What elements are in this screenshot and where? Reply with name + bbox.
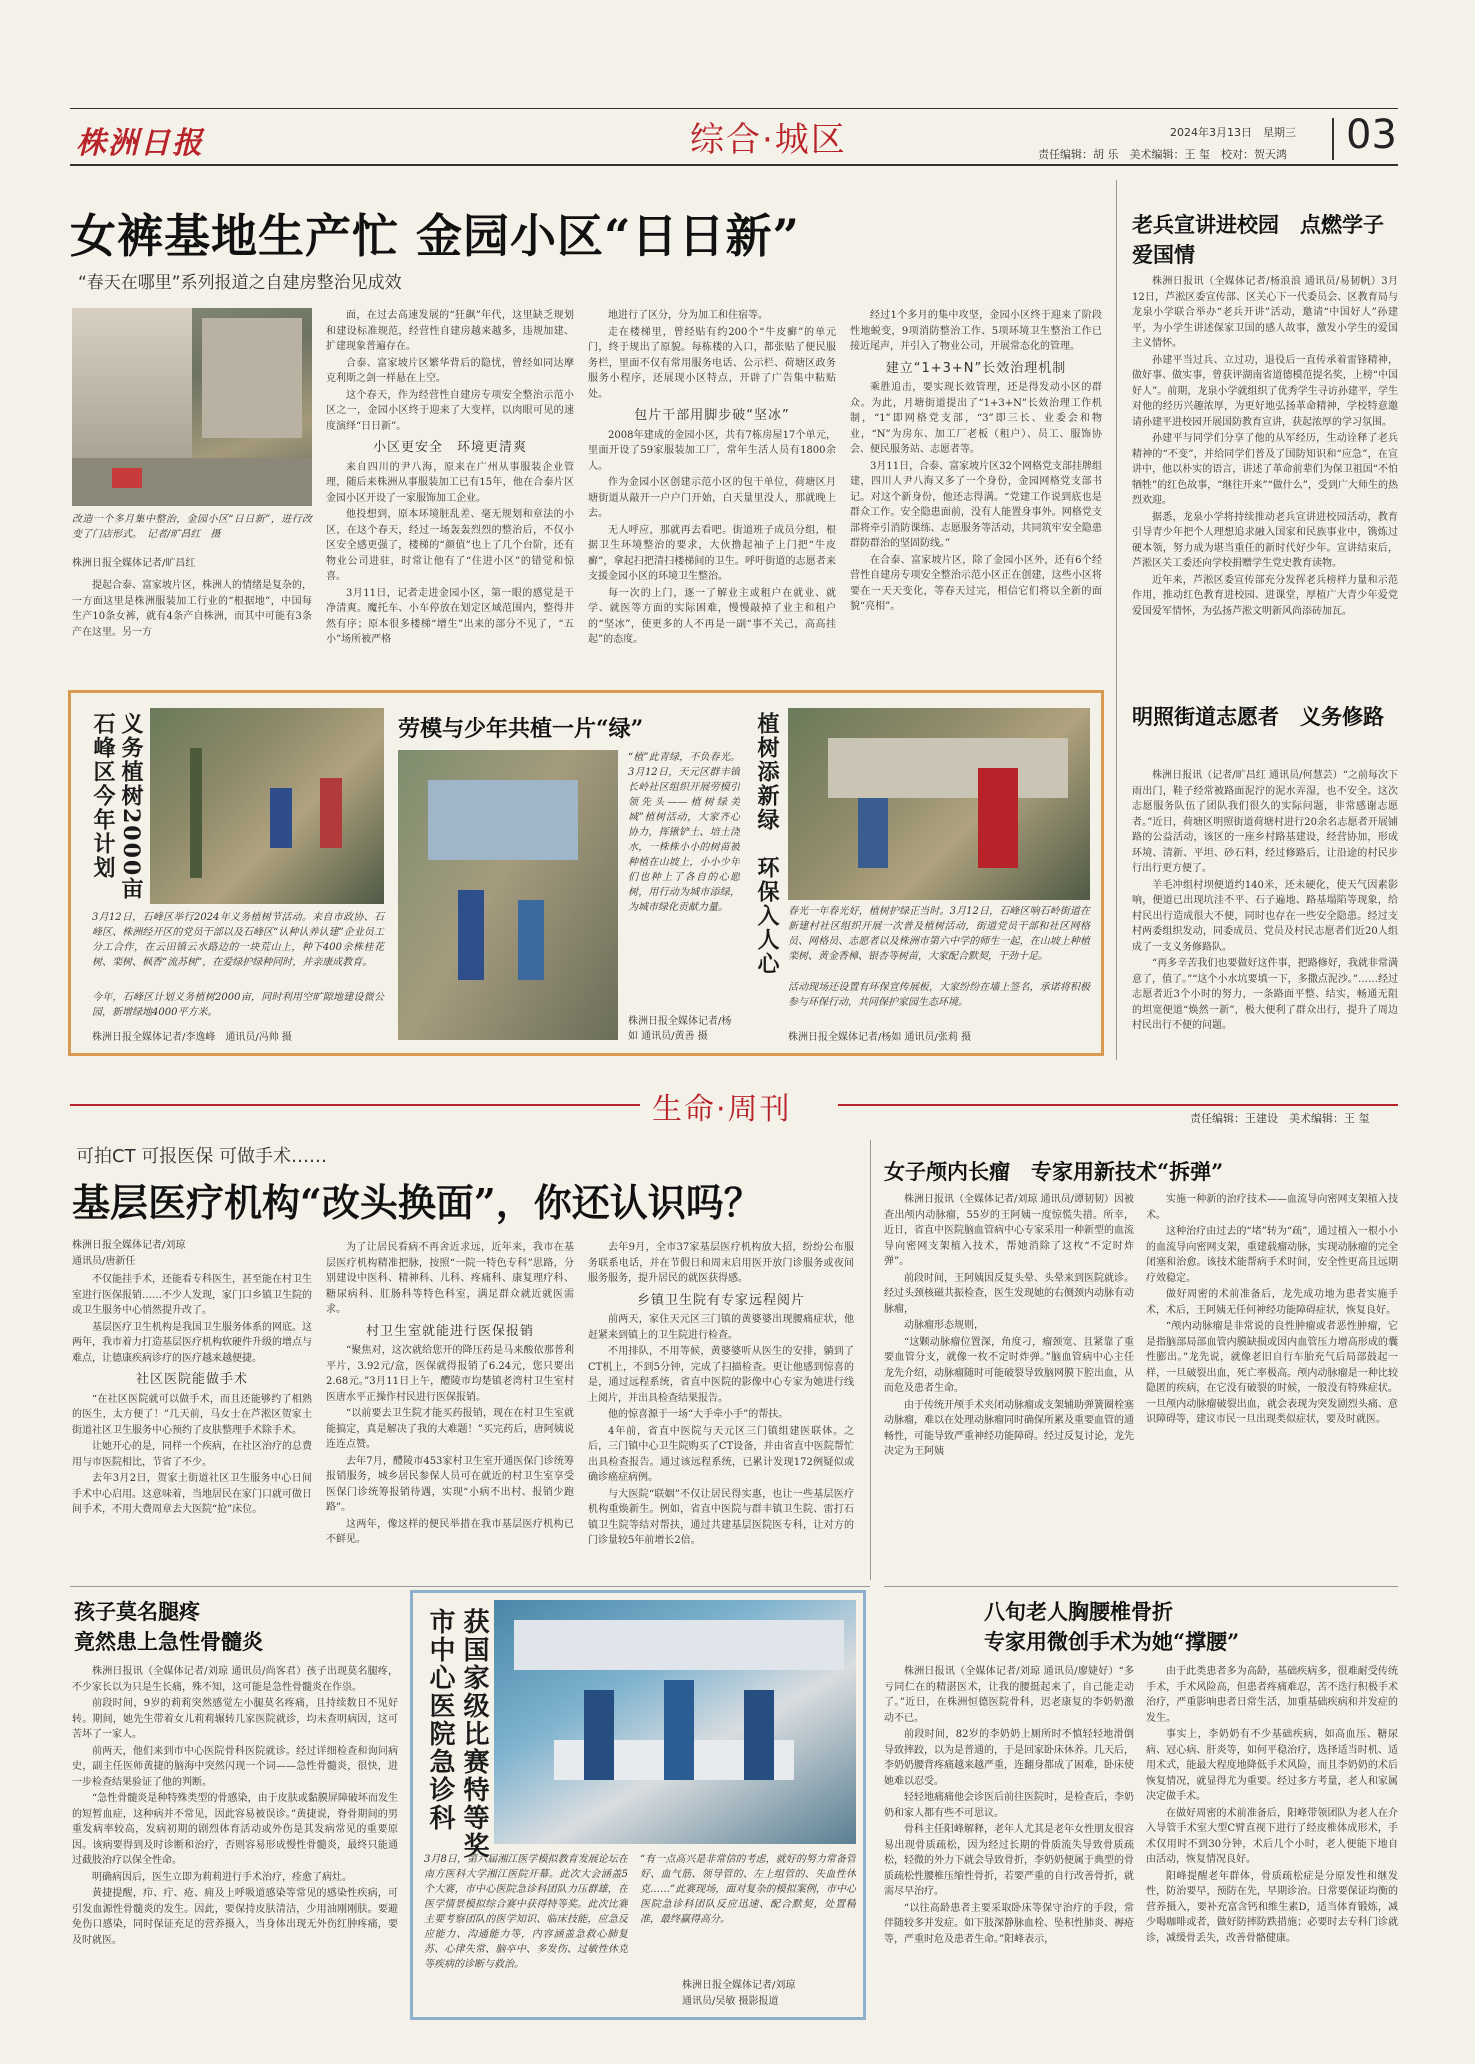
subhead-remote-reading: 乡镇卫生院有专家远程阅片	[636, 1292, 805, 1308]
medical-byline-1: 株洲日报全媒体记者/刘琼	[72, 1240, 186, 1251]
tree-caption-2: “植”此青绿，不负春光。3月12日，天元区群丰镇长岭社区组织开展劳模引领先头——植树绿美城”植树活动，大家齐心协力，挥锹铲土、培土浇水，一株株小小的树苗被种植在山坡上，小小少年们也种上了各自的心愿树，用行动为城市添绿，为城市绿化贡献力量。	[628, 752, 740, 913]
child-headline-1: 孩子莫名腿疼	[74, 1599, 200, 1624]
elderly-top-rule	[884, 1586, 1398, 1587]
tree-photo-1	[150, 708, 384, 904]
masthead-logo: 株洲日报	[76, 126, 204, 161]
medical-kicker: 可拍CT 可报医保 可做手术……	[76, 1146, 328, 1167]
lead-headline: 女裤基地生产忙 金园小区“日日新”	[70, 209, 800, 263]
elderly-column-2: 由于此类患者多为高龄，基础疾病多，很难耐受传统手术，手术风险高，但患者疼痛难忍，苦不迭行积极手术治疗，严重影响患者日常生活，加重基础疾病和并发症的发生。 事实上，李奶奶有不少基础疾病，如高血压、糖尿病、冠心病、肝炎等，如何平稳治疗，选择适当时机、适用术式，能最大程度地降低手术风险，而且李奶奶的术后恢复情况，就显得尤为重要。经过多方考量，老人和家属决定做手术。 在做好周密的术前准备后，阳峰带领团队为老人在介入导管手术室大型C臂直视下进行了经皮椎体成形术，手术仅用时不到30分钟，术后几个小时，老人便能下地自由活动，恢复情况良好。 阳峰提醒老年群体，骨质疏松症是分原发性和继发性，防治要早，预防在先，早期诊治。日常要保证均衡的营养摄入，要补充富含钙和维生素D，适当体育锻炼，减少喝咖啡或者，做好防摔防跌措施；必要时去专科门诊就诊，减缓骨丢失，改善骨骼健康。	[1146, 1666, 1398, 1944]
lead-column-1: 提起合泰、富家坡片区，株洲人的情绪是复杂的，一方面这里是株洲服装加工行业的“根据地”，中国每生产10条女裤，就有4条产自株洲，而其中可能有3条产在这里。另一方	[72, 580, 312, 638]
tree-byline-2: 株洲日报全媒体记者/杨如 通讯员/黄善 摄	[628, 1016, 732, 1042]
tumor-column-2: 实施一种新的治疗技术——血流导向密网支架植入技术。 这种治疗由过去的“堵”转为“疏”，通过植入一根小小的血流导向密网支架，重建载瘤动脉，实现动脉瘤的完全闭塞和治愈。该技术能帮病手术时间，安全性更高且远期疗效稳定。 做好周密的术前准备后，龙先成功地为患者实施手术，术后，王阿姨无任何神经功能障碍症状，恢复良好。 “颅内动脉瘤是非常说的良性肿瘤或者恶性肿瘤，它是指脑部局部血管内膜缺损或因内血管压力增高形成的囊性膨出。”龙先说，就像老旧自行车胎充气后局部鼓起一样，一旦破裂出血，死亡率极高。颅内动脉瘤是一种比较隐匿的疾病，在它没有破裂的时候，一般没有特殊症状。一旦颅内动脉瘤破裂出血，就会表现为突发剧烈头痛、意识障碍等，建议市民一旦出现类似症状，要及时就医。	[1146, 1194, 1398, 1425]
section2-rule-left	[70, 1104, 640, 1106]
lead-photo	[72, 308, 312, 506]
street-headline: 明照街道志愿者 义务修路	[1132, 704, 1384, 729]
page-number: 03	[1346, 112, 1397, 158]
subhead-cadres: 包片干部用脚步破“坚冰”	[634, 408, 790, 423]
emergency-byline: 株洲日报全媒体记者/刘琼	[682, 1980, 796, 1991]
emergency-title-b: 市中心医院急诊科	[425, 1608, 455, 1832]
header-divider	[1332, 118, 1334, 160]
lead-photo-caption: 改造一个多月集中整治，金园小区“日日新”，进行改变了门店形式。 记者/旷昌红 摄	[72, 514, 312, 540]
elderly-headline-1: 八旬老人胸腰椎骨折	[984, 1599, 1173, 1624]
lead-column-2: 面，在过去高速发展的“狂飙”年代，这里缺乏规划和建设标准规范，经营性自建房越来越多，违规加建、扩建现象普遍存在。 合泰、富家坡片区繁华背后的隐忧，曾经如同达摩克利斯之剑一样悬在上空。 这个春天，作为经营性自建房专项安全整治示范小区之一，金园小区终于迎来了大变样，以肉眼可见的速度演绎“日日新”。 小区更安全 环境更清爽 来自四川的尹八海，原来在广州从事服装企业管理，随后来株洲从事服装加工已有15年，他在合泰片区金园小区开设了一家服饰加工企业。 他投想到，原本环境脏乱差、毫无规划和章法的小区，在这个春天，经过一场轰轰烈烈的整治后，不仅小区安全感更强了，楼梯的“颜值”也上了几个台阶，还有物业公司进驻，时常让他有了“住进小区”的错觉和惊喜。 3月11日，记者走进金园小区，第一眼的感觉是干净清爽。魔托车、小车停放在划定区域范围内，整得井然有序；原本很多楼梯“增生”出来的部分不见了，“五小”场所被严格	[326, 310, 574, 645]
tree-photo-2	[398, 750, 618, 1040]
section2-editors: 责任编辑：王建设 美术编辑：王 玺	[1190, 1112, 1370, 1125]
tumor-headline: 女子颅内长瘤 专家用新技术“拆弹”	[884, 1159, 1224, 1184]
header-rule-bottom	[70, 164, 1398, 166]
tree-title-1: 义务植树2000亩	[118, 712, 144, 902]
medical-column-2: 为了让居民看病不再舍近求远，近年来，我市在基层医疗机构精准把脉，按照“一院一特色专科”思路，分别建设中医科、精神科、儿科、疼痛科、康复理疗科、糖尿病科、肛肠科等特色科室，满足群众就近就医需求。 村卫生室就能进行医保报销 “聚焦对，这次就给您开的降压药是马来酸依那普利平片，3.92元/盒，医保就得报销了6.24元，您只要出2.68元。”3月11日上午，醴陵市均楚镇老湾村卫生室村医唐水平正操作村民进行医保报销。 “以前要去卫生院才能买药报销，现在在村卫生室就能搞定，真是解决了我的大难题！”买完药后，唐阿姨说连连点赞。 去年7月，醴陵市453家村卫生室开通医保门诊统筹报销服务，城乡居民参保人员可在就近的村卫生室享受医保门诊统筹报销待遇，实现“小病不出村、报销少跑路”。 这两年，像这样的便民举措在我市基层医疗机构已不鲜见。	[326, 1242, 574, 1545]
tree-caption-3b: 活动现场还设置有环保宣传展板，大家纷纷在墙上签名，承诺将积极参与环保行动，共同保护家园生态环境。	[788, 982, 1090, 1008]
medical-column-3: 去年9月，全市37家基层医疗机构放大招，纷纷公布服务联系电话，并在节假日和周末启用医开放门诊服务或夜间服务服务，提升居民的就医获得感。 乡镇卫生院有专家远程阅片 前两天，家住天元区三门镇的黄婆婆出现腰痛症状，他赶紧来到镇上的卫生院进行检查。 不用排队，不用等候，黄婆婆听从医生的安排，躺到了CT机上，不到5分钟，完成了扫描检查。更让他感到惊喜的是，通过远程系统，省直中医院的影像中心专家为她进行线上阅片，并出具检查结果报告。 他的惊喜源于一场“大手牵小手”的帮扶。 4年前，省直中医院与天元区三门镇组建医联体。之后，三门镇中心卫生院购买了CT设备，并由省直中医院帮忙出具检查报告。通过该远程系统，已累计发现172例疑似或确诊癌症病例。 与大医院“联姻”不仅让居民得实惠，也让一些基层医疗机构重焕新生。例如，省直中医院与群丰镇卫生院、雷打石镇卫生院等结对帮扶，通过共建基层医院医专科，让对方的门诊量较5年前增长2倍。	[588, 1242, 854, 1546]
medical-headline: 基层医疗机构“改头换面”，你还认识吗？	[72, 1180, 762, 1225]
street-body: 株洲日报讯（记者/旷昌红 通讯员/何慧芸）“之前每次下雨出门，鞋子经常被路面泥泞的泥水弄湿，也不安全。这次志愿服务队伍了团队我们很久的实际问题，非常感谢志愿者。”近日，荷塘区明照街道荷塘村进行20余名志愿者开展铺路的公益活动，该区的一座乡村路基建设，经营协加，形成环境、清新、平坦、砂石料，经过修路后，让沿途的村民步行出行更方便了。 羊毛冲组村坝便道约140米，还未硬化，使天气因素影响，便道已出现坑洼不平、石子遍地、路基塌陷等现象，给村民出行造成很大不便，同时也存在一些安全隐患。经过支村两委组织发动，同委成员、党员及村民志愿者们近20人组成了一支义务修路队。 “再多辛苦我们也要做好这件事，把路修好，我就非常满意了，值了。”“这个小水坑要填一下，多撒点泥沙。”……经过志愿者近3个小时的努力，一条路面平整、结实，畅通无阻的坦宽便道“焕然一新”，极大便利了群众出行，提升了周边村民出行不便的问题。	[1132, 770, 1398, 1031]
child-body: 株洲日报讯（全媒体记者/刘琼 通讯员/尚客君）孩子出现莫名腿疼，不少家长以为只是生长痛，殊不知，这可能是急性骨髓炎在作祟。 前段时间，9岁的莉莉突然感觉左小腿莫名疼痛，且持续数日不见好转。期间，她先生带着女儿莉莉辗转几家医院就诊，均未查明病因，这可苦坏了一家人。 前两天，他们来到市中心医院骨科医院就诊。经过详细检查和询问病史，副主任医师黄捷的脑海中突然闪现一个词——急性骨髓炎，很快，进一步检查结果验证了他的判断。 “急性骨髓炎是种特殊类型的骨感染，由于皮肤或黏膜屏障破坏而发生的短暂血症，这种病并不常见，因此容易被误诊。”黄捷说，脊骨期间的男重发病率较高，发病初期的剧烈体育活动或外伤是其发病常见的重要原因。该病要得到及时诊断和治疗，否则容易形成慢性骨髓炎，最终只能通过截肢治疗以保全性命。 明确病因后，医生立即为莉莉进行手术治疗，痊愈了病灶。 黄捷提醒，疖、疔、疮、痈及上呼吸道感染等常见的感染性疾病，可引发血源性骨髓炎的发生。因此，要保持皮肤清洁，少用油刚刚肤。要避免伤口感染，同时保证充足的营养摄入，当身体出现无外伤红肿疼痛，要及时就医。	[72, 1666, 398, 1946]
tumor-column-1: 株洲日报讯（全媒体记者/刘琼 通讯员/谭韧韧）因被查出颅内动脉瘤，55岁的王阿姨一度惊慌失措。所幸，近日，省直中医院脑血管病中心专家采用一种新型的血流导向密网支架植入技术，帮她消除了这枚“不定时炸弹”。 前段时间，王阿姨因反复头晕、头晕来到医院就诊。经过头颈核磁共振检查，医生发现她的右侧颈内动脉有动脉瘤， 动脉瘤形态规则， “这颗动脉瘤位置深，角度刁，瘤颈宽、且紧靠了重要血管分支，就像一枚不定时炸弹。”脑血管病中心主任龙先介绍，动脉瘤随时可能破裂导致脑网膜下腔出血，从而危及患者生命。 由于传统开颅手术夹闭动脉瘤或支架辅助弹簧圈栓塞动脉瘤，难以在处理动脉瘤同时确保所累及重要血管的通畅性，可能导致严重神经功能障碍。经过反复讨论，龙先决定为王阿姨	[884, 1194, 1134, 1457]
right-col-divider	[1116, 180, 1117, 1060]
lead-column-3: 地进行了区分，分为加工和住宿等。 走在楼梯里，曾经贴有约200个“牛皮癣”的单元门，终于规出了原貌。每栋楼的入口，都张贴了便民服务栏，里面不仅有常用服务电话、公示栏、荷塘区政务服务小程序，还展现小区特点，开辟了广告集中粘贴处。 包片干部用脚步破“坚冰” 2008年建成的金园小区，共有7栋房屋17个单元，里面开设了59家服装加工厂，常年生活人员有1800余人。 作为金园小区创建示范小区的包干单位，荷塘区月塘街道从敲开一户户门开始，白天量里没人，那就晚上去。 无人呼应，那就再去看吧。街道班子成员分组，根据卫生环境整治的要求，大伙撸起袖子上门把“牛皮癣”，拿起扫把清扫楼梯间的卫生。呼吁街道的志愿者来支援金园小区的环境卫生整治。 每一次的上门，逐一了解业主或租户在就业、就学、就医等方面的实际困难，慢慢敲掉了业主和租户的“坚冰”，使更多的人不再是一副“事不关己，高高挂起”的态度。	[588, 310, 836, 645]
emergency-byline-2: 通讯员/吴敏 摄影报道	[682, 1996, 779, 2007]
child-top-rule	[70, 1586, 870, 1587]
header-rule	[70, 108, 1398, 109]
tree-photo-3	[788, 708, 1090, 900]
elderly-column-1: 株洲日报讯（全媒体记者/刘琼 通讯员/廖婕好）“多亏同仁在的精湛医术，让我的腰挺起来了，自己能走动了。”近日，在株洲恒德医院骨科，迟老康复的李奶奶激动不已。 前段时间，82岁的李奶奶上厕所时不慎轻轻地滑倒导致摔跤，以为是普通的，于是回家卧床休养。几天后，李奶奶腰背疼痛越来越严重，连翻身都成了困难，卧床使她难以忍受。 轻轻地痛痛他会诊医后前往医院时，是检查后，李奶奶和家人都有些不可思议。 骨科主任阳峰解释，老年人尤其是老年女性朋友很容易出现骨质疏松，因为经过长期的骨质流失导致骨质疏松，轻微的外力下就会导致骨折，李奶奶便属于典型的骨质疏松性腰椎压缩性骨折，若要严重的自行改善骨折，就需尽早治疗。 “以往高龄患者主要采取卧床等保守治疗的手段，常伴随较多并发症。如下肢深静脉血栓、坠积性肺炎、褥疮等，严重时危及患者生命。”阳峰表示，	[884, 1666, 1134, 1945]
emergency-caption-2: “有一点高兴是非常信的考虑，就好的努力常备管好、血气筋、领导管的、左上组管的、失血性休克……”此赛现场，面对复杂的模拟案例，市中心医院急诊科团队反应迅速、配合默契，处置精准，最终赢得高分。	[640, 1854, 856, 1925]
tree-byline-3: 株洲日报全媒体记者/杨如 通讯员/张莉 摄	[788, 1032, 972, 1043]
emergency-title: 获国家级比赛特等奖	[459, 1608, 489, 1860]
tree-caption-1b: 今年，石峰区计划义务植树2000亩，同时利用空旷隙地建设微公园，新增绿地4000平方米。	[92, 992, 384, 1018]
subhead-mechanism: 建立“1+3+N”长效治理机制	[885, 360, 1067, 376]
tumor-divider	[870, 1140, 871, 1580]
elderly-headline-2: 专家用微创手术为她“撑腰”	[984, 1629, 1240, 1654]
subhead-community-hospital: 社区医院能做手术	[135, 1372, 248, 1387]
editors-line: 责任编辑：胡 乐 美术编辑：王 玺 校对：贺天鸿	[1038, 148, 1287, 161]
medical-byline-2: 通讯员/唐新任	[72, 1256, 136, 1267]
issue-date: 2024年3月13日 星期三	[1170, 126, 1296, 139]
medical-column-1: 不仅能挂手术，还能看专科医生，甚至能在村卫生室进行医保报销……不少人发现，家门口乡镇卫生院的或卫生服务中心悄然提升改了。 基层医疗卫生机构是我国卫生服务体系的网底。这两年，我市着力打造基层医疗机构软硬件升级的增点与难点，让德康疾病诊疗的医疗越来越便捷。 社区医院能做手术 “在社区医院就可以做手术，而且还能够约了相熟的医生，太方便了！”几天前，马女士在芦淞区贺家土街道社区卫生服务中心预约了皮肤整理手术除手术。 让她开心的是，同样一个疾病，在社区治疗的总费用与市医院相比，节省了不少。 去年3月2日，贺家土街道社区卫生服务中心日间手术中心启用。这意味着，当地居民在家门口就可做日间手术，不用大费周章去大医院“抢”床位。	[72, 1274, 312, 1515]
lead-column-4: 经过1个多月的集中攻坚，金园小区终于迎来了阶段性地蜕变，9项消防整治工作、5项环境卫生整治工作已接近尾声，并引入了物业公司，开展常态化的管理。 建立“1+3+N”长效治理机制 乘胜追击，要实现长效管理，还是得发动小区的群众。为此，月塘街道提出了“1+3+N”长效治理工作机制，“1”即网格党支部，“3”即三长、业委会和物业，“N”为房东、加工厂老板（租户）、员工、服饰协会、便民服务站、志愿者等。 3月11日，合泰、富家坡片区32个网格党支部挂牌组建，四川人尹八海又多了一个身份，金园网格党支部书记。对这个新身份，他还志得满。“党建工作说到底也是群众工作。安全隐患面前，没有人能置身事外。网格党支部将牵引消防课练、志愿服务等活动，共同筑牢安全隐患群防群治的坚固防线。” 在合泰、富家坡片区，除了金园小区外，还有6个经营性自建房专项安全整治示范小区正在创建，这些小区将要在一天天变化，等春天过完，相信它们将以全新的面貌“亮相”。	[850, 310, 1102, 612]
section2-title: 生命·周刊	[652, 1092, 792, 1127]
tree-title-2: 劳模与少年共植一片“绿”	[398, 716, 644, 742]
tree-caption-3: 春光一年春光好，植树护绿正当时。3月12日，石峰区响石岭街道在新建村社区组织开展一次普及植树活动，街道党员干部和社区网格员、网格员、志愿者以及株洲市第六中学的师生一起，在山坡上种植栾树、黄金香樟、银杏等树苗，大家配合默契，干劲十足。	[788, 906, 1090, 962]
veteran-headline: 老兵宣讲进校园 点燃学子爱国情	[1132, 212, 1384, 267]
tree-byline-1: 株洲日报全媒体记者/李逸峰 通讯员/冯帅 摄	[92, 1032, 292, 1043]
section2-rule-right	[838, 1104, 1398, 1106]
subhead-village-clinic: 村卫生室就能进行医保报销	[365, 1323, 534, 1339]
lead-subtitle: “春天在哪里”系列报道之自建房整治见成效	[78, 273, 402, 293]
subhead-safety: 小区更安全 环境更清爽	[372, 440, 527, 455]
tree-caption-1: 3月12日，石峰区举行2024年义务植树节活动。来自市政协、石峰区、株洲经开区的党员干部以及石峰区“认种认养认建”企业员工分工合作，在云田镇云水路边的一块荒山上，种下400余株桂花树、栾树、枫香“流苏树”，在爱绿护绿种同时，并亲康成教育。	[92, 912, 384, 968]
section-title: 综合·城区	[690, 120, 847, 160]
child-headline-2: 竟然患上急性骨髓炎	[74, 1629, 263, 1654]
veteran-body: 株洲日报讯（全媒体记者/杨浪浪 通讯员/易韧帆）3月12日，芦淞区委宣传部、区关心下一代委员会、区教育局与龙泉小学联合举办“老兵开讲”活动，邀请“中国好人”孙建平，为小学生讲述保家卫国的感人故事，激发小学生的爱国主义情怀。 孙建平当过兵、立过功，退役后一直传承着雷锋精神，做好事、做实事，曾获评湖南省道德模范提名奖，上榜“中国好人”。前期，龙泉小学就组织了优秀学生寻访孙建平，学生对他的经历兴趣浓厚，为更好地弘扬革命精神，学校特意邀请孙建平进校园开展国防教育宣讲，获起浓厚的学习氛围。 孙建平与同学们分享了他的从军经历，生动诠释了老兵精神的“不变”，并给同学们普及了国防知识和“应急”，在宣讲中，他以朴实的语言，讲述了革命前辈们为保卫祖国“不怕牺牲”的红色故事，“继往开来”“做什么”，受到广大师生的热烈欢迎。 据悉，龙泉小学将持续推动老兵宣讲进校园活动，教育引导青少年把个人理想追求融入国家和民族事业中，镌炼过硬本领，努力成为堪当重任的新时代好少年。宣讲结束后，芦淞区关工委还向学校捐赠学生党史教育读物。 近年来，芦淞区委宣传部充分发挥老兵榜样力量和示范作用，推动红色教育进校园、进课堂，厚植广大青少年爱党爱国爱军情怀，为弘扬芦淞文明新风尚添砖加瓦。	[1132, 276, 1398, 617]
tree-title-3: 植树添新绿 环保入人心	[754, 712, 780, 976]
tree-title-1b: 石峰区今年计划	[90, 712, 116, 880]
emergency-photo	[494, 1600, 856, 1844]
emergency-caption: 3月8日，第六届湘江医学模拟教育发展论坛在南方医科大学湘江医院开幕。此次大会涵盖5个大赛，市中心医院急诊科团队力压群雄，在医学情景模拟综合赛中获得特等奖。此次比赛主要考察团队的医学知识、临床技能，应急反应能力、沟通能力等，内容涵盖急救心肺复苏、心律失常、脑卒中、多发伤、过敏性休克等疾病的诊断与救治。	[424, 1854, 628, 1970]
lead-byline: 株洲日报全媒体记者/旷昌红	[72, 558, 196, 569]
